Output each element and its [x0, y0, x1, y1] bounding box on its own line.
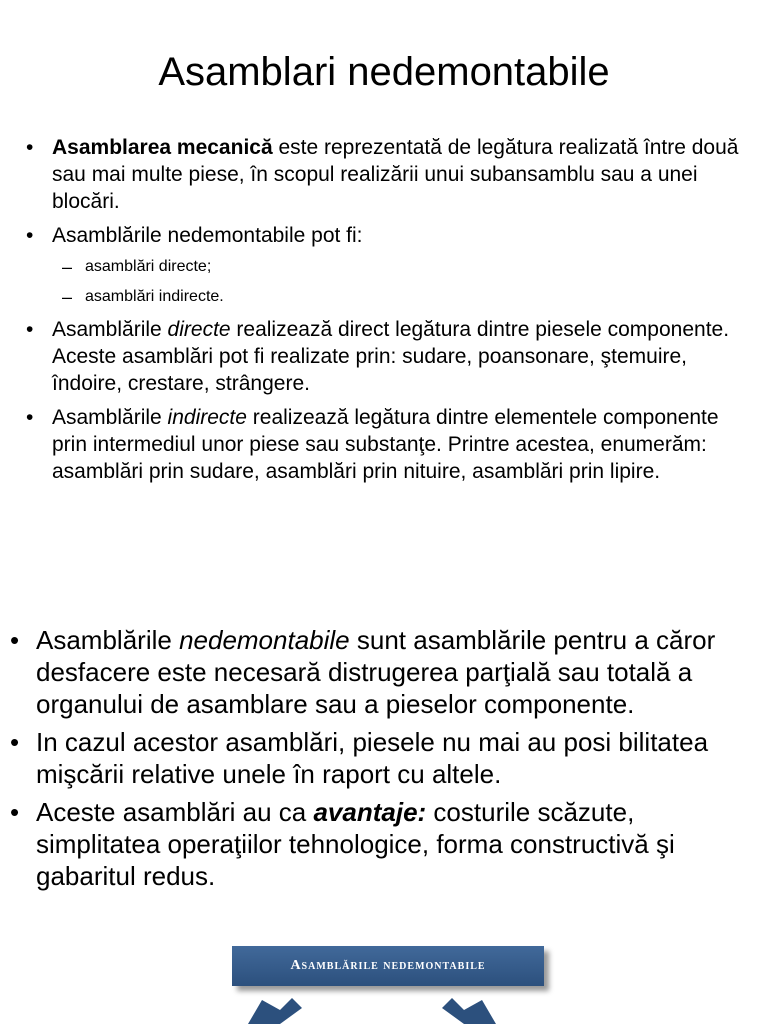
text: asamblări directe; — [85, 258, 212, 275]
slide1-body — [22, 134, 742, 492]
bullet-icon: • — [26, 136, 34, 159]
dash-icon: – — [62, 257, 73, 277]
bullet-item — [22, 404, 742, 485]
bullet-icon: • — [10, 797, 20, 827]
text: Asamblările — [52, 406, 168, 429]
bullet-item — [22, 222, 742, 249]
text: Asamblările — [36, 625, 180, 655]
bullet-item — [10, 624, 750, 720]
text: Asamblările nedemontabile pot fi: — [52, 224, 363, 247]
bullet-icon: • — [26, 406, 34, 429]
emphasis: indirecte — [167, 406, 247, 429]
text: Asamblările — [52, 318, 168, 341]
bullet-icon: • — [26, 318, 34, 341]
text: realizează direct legătura dintre piesele componente. Aceste asamblări pot fi realizate prin: sudare, poansonare, ştemuire, îndoire, crestare, strângere. — [52, 318, 730, 395]
bullet-icon: • — [26, 224, 34, 247]
text: asamblări indirecte. — [85, 288, 224, 305]
text: realizează legătura dintre elementele componente prin intermediul unor piese sau substanţe. Printre acestea, enumerăm: asamblări prin sudare, asamblări prin nituire, asamblări prin lipire. — [52, 406, 719, 483]
sub-item — [22, 256, 742, 278]
text: este reprezentată de legătura realizată între două sau mai multe piese, în scopul realizării unui subansamblu sau a unei blocări. — [52, 136, 739, 213]
bullet-icon: • — [10, 625, 20, 655]
bullet-item — [10, 796, 750, 892]
arrow-down-right-icon — [440, 996, 504, 1024]
text: sunt asamblările pentru a căror desfacere este necesară distrugerea parţială sau totală a organului de asamblare sau a pieselor componente. — [36, 625, 716, 719]
slide-title: Asamblari nedemontabile — [158, 50, 610, 94]
term-bold: Asamblarea mecanică — [52, 136, 273, 159]
arrow-down-left-icon — [240, 996, 304, 1024]
sub-item — [22, 286, 742, 308]
text: costurile scăzute, simplitatea operaţiilor tehnologice, forma constructivă şi gabaritul redus. — [36, 797, 675, 891]
diagram-banner: Asamblările nedemontabile — [232, 946, 544, 986]
dash-icon: – — [62, 287, 73, 307]
emphasis: nedemontabile — [179, 625, 350, 655]
bullet-item — [10, 726, 750, 790]
bullet-icon: • — [10, 727, 20, 757]
emphasis: avantaje: — [313, 797, 427, 827]
slide2-body — [10, 624, 750, 898]
bullet-item — [22, 316, 742, 397]
text: In cazul acestor asamblări, piesele nu mai au posi bilitatea mişcării relative unele în raport cu altele. — [36, 727, 709, 789]
bullet-item — [22, 134, 742, 215]
emphasis: directe — [167, 318, 231, 341]
text: Aceste asamblări au ca — [36, 797, 314, 827]
